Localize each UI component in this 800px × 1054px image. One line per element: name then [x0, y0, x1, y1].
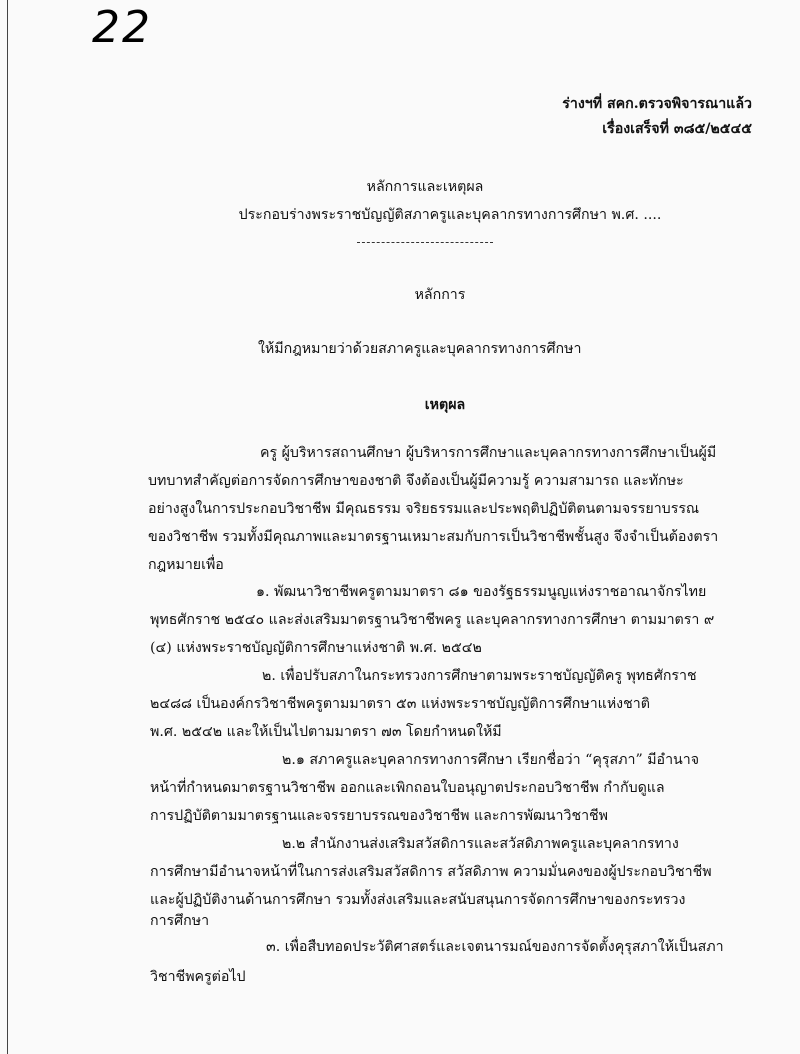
reason-line: พุทธศักราช ๒๕๔๐ และส่งเสริมมาตรฐานวิชาชีพครู และบุคลากรทางการศึกษา ตามมาตรา ๙ — [150, 612, 715, 628]
reason-item-2: ๒. เพื่อปรับสภาในกระทรวงการศึกษาตามพระราชบัญญัติครู พุทธศักราช — [262, 668, 697, 684]
reason-line: กฎหมายเพื่อ — [148, 557, 224, 573]
reason-line: การปฏิบัติตามมาตรฐานและจรรยาบรรณของวิชาชีพ และการพัฒนาวิชาชีพ — [150, 808, 609, 824]
reason-line: การศึกษา — [150, 913, 210, 929]
title-divider — [357, 242, 493, 244]
reason-item-2-2: ๒.๒ สำนักงานส่งเสริมสวัสดิการและสวัสดิภาพครูและบุคลากรทาง — [282, 836, 679, 852]
reason-line: หน้าที่กำหนดมาตรฐานวิชาชีพ ออกและเพิกถอนใบอนุญาตประกอบวิชาชีพ กำกับดูแล — [150, 780, 665, 796]
reason-line: ๒๔๘๘ เป็นองค์กรวิชาชีพครูตามมาตรา ๕๓ แห่งพระราชบัญญัติการศึกษาแห่งชาติ — [150, 696, 650, 712]
reason-line: ของวิชาชีพ รวมทั้งมีคุณภาพและมาตรฐานเหมาะสมกับการเป็นวิชาชีพชั้นสูง จึงจำเป็นต้องตรา — [148, 529, 719, 545]
reason-heading: เหตุผล — [424, 397, 466, 413]
principle-heading: หลักการ — [414, 287, 466, 303]
reason-item-1: ๑. พัฒนาวิชาชีพครูตามมาตรา ๘๑ ของรัฐธรรมนูญแห่งราชอาณาจักรไทย — [256, 584, 707, 600]
doc-title: หลักการและเหตุผล — [366, 179, 484, 195]
reason-line: อย่างสูงในการประกอบวิชาชีพ มีคุณธรรม จริยธรรมและประพฤติปฏิบัติตนตามจรรยาบรรณ — [148, 501, 700, 517]
scan-edge-line — [7, 0, 8, 1054]
reason-line: บทบาทสำคัญต่อการจัดการศึกษาของชาติ จึงต้องเป็นผู้มีความรู้ ความสามารถ และทักษะ — [148, 473, 684, 489]
reason-line: (๔) แห่งพระราชบัญญัติการศึกษาแห่งชาติ พ.ศ. ๒๕๔๒ — [150, 640, 482, 656]
doc-subtitle: ประกอบร่างพระราชบัญญัติสภาครูและบุคลากรทางการศึกษา พ.ศ. .... — [238, 207, 662, 223]
draft-status: ร่างฯที่ สคก.ตรวจพิจารณาแล้ว — [562, 96, 752, 112]
matter-number: เรื่องเสร็จที่ ๓๘๕/๒๕๔๕ — [602, 121, 752, 137]
reason-item-2-1: ๒.๑ สภาครูและบุคลากรทางการศึกษา เรียกชื่อว่า “คุรุสภา” มีอำนาจ — [282, 752, 700, 768]
principle-text: ให้มีกฎหมายว่าด้วยสภาครูและบุคลากรทางการศึกษา — [258, 341, 582, 357]
reason-line: และผู้ปฏิบัติงานด้านการศึกษา รวมทั้งส่งเสริมและสนับสนุนการจัดการศึกษาของกระทรวง — [150, 892, 686, 908]
reason-line: การศึกษามีอำนาจหน้าที่ในการส่งเสริมสวัสดิการ สวัสดิภาพ ความมั่นคงของผู้ประกอบวิชาชีพ — [150, 864, 712, 880]
reason-line: วิชาชีพครูต่อไป — [150, 969, 246, 985]
reason-line: พ.ศ. ๒๕๔๒ และให้เป็นไปตามมาตรา ๗๓ โดยกำหนดให้มี — [150, 724, 502, 740]
handwritten-page-number: 22 — [92, 2, 152, 53]
reason-item-3: ๓. เพื่อสืบทอดประวัติศาสตร์และเจตนารมณ์ของการจัดตั้งคุรุสภาให้เป็นสภา — [266, 939, 724, 955]
reason-line: ครู ผู้บริหารสถานศึกษา ผู้บริหารการศึกษาและบุคลากรทางการศึกษาเป็นผู้มี — [260, 445, 717, 461]
